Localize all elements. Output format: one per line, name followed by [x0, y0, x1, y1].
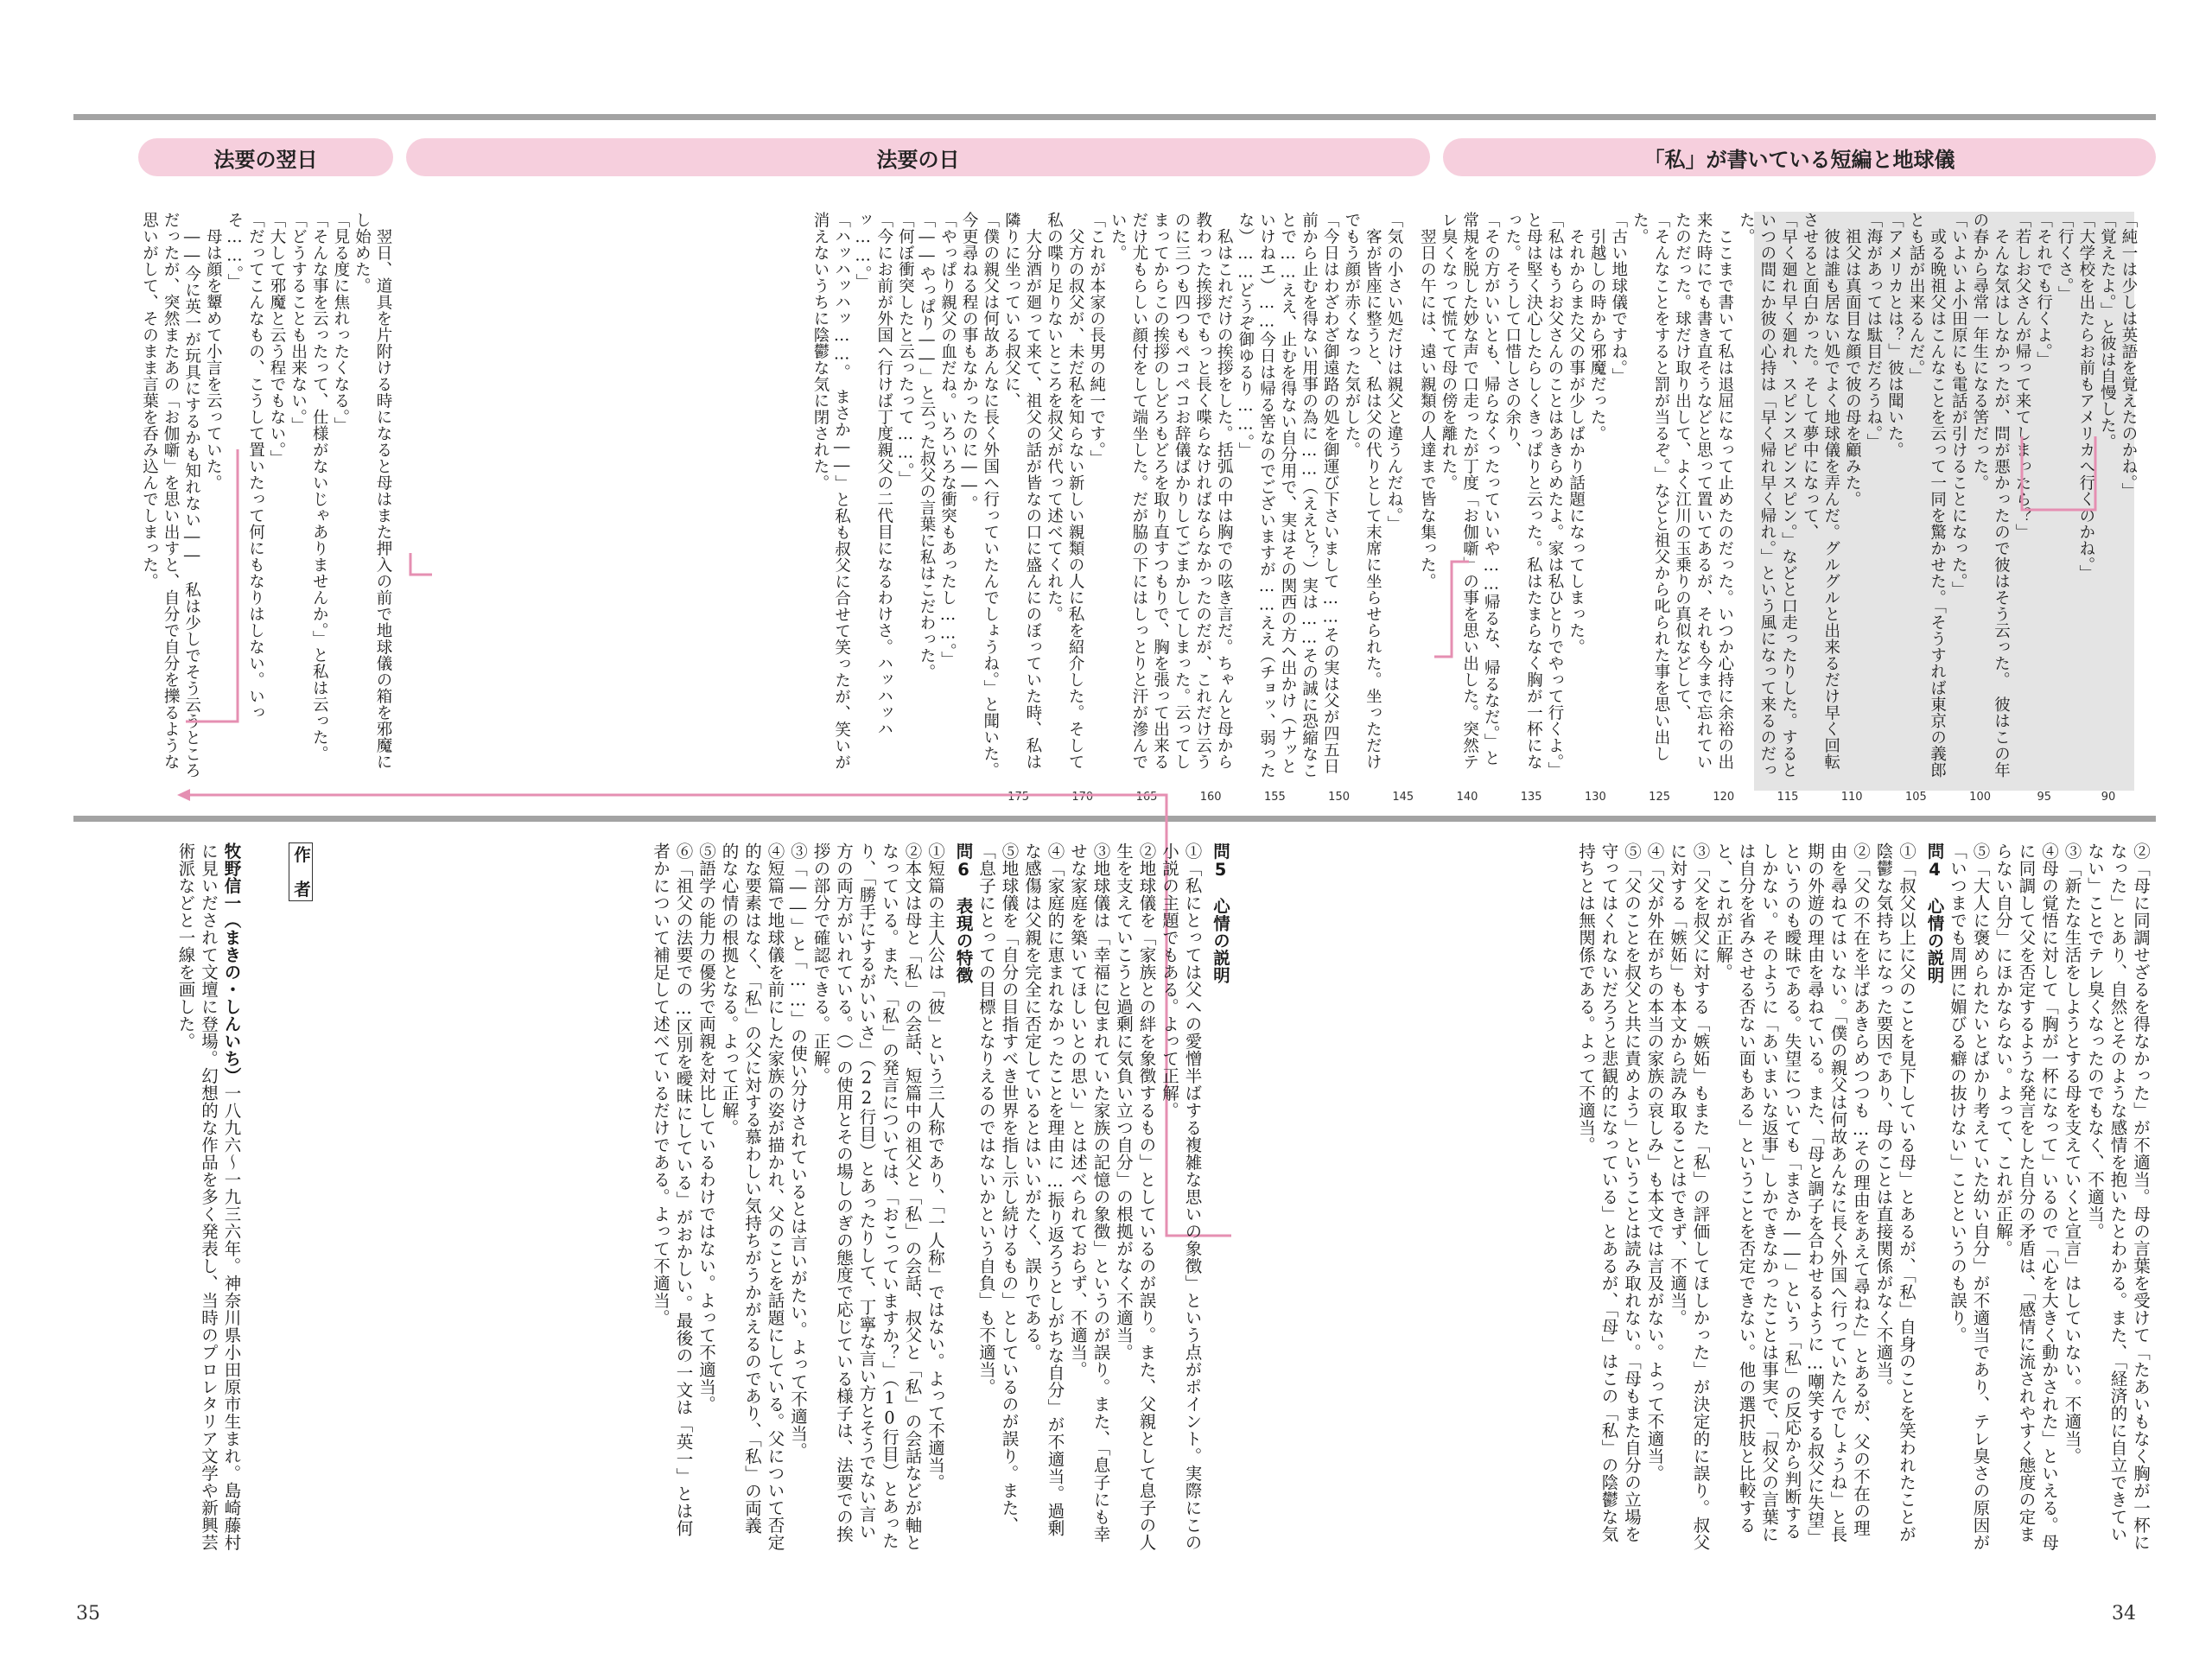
story-right-paragraph: 彼は誰も居ない処でよく地球儀を弄んだ。グルグルと出来るだけ早く回転させると面白かった。そして夢中になって、	[1801, 212, 1840, 770]
answers_b-paragraph: ④「家庭的に恵まれなかったことを理由に…振り返ろうとしがちな自分」が不適当。過剰な感傷は父親を完全に否定しているとはいいがたく、誤りである。	[1022, 842, 1065, 1537]
answers_b-paragraph: ②本文は母と「私」の会話、短篇中の祖父と「私」の会話、叔父と「私」の会話などが軸となっている。また、「私」の発言については、「おこっていますか？」（10行目）とあったり、「勝手にするがいいさ」（22行目）とあったりして、丁寧な言い方とそうでない言い方の両方がいれている。（）の使用とその場しのぎの態度で応じている様子は、法要での挨拶の部分で確認できる。正解。	[810, 842, 923, 1551]
story-left-paragraph: 翌日、道具を片附ける時になると母はまた押入の前で地球儀の箱を邪魔にし始めた。	[353, 212, 392, 770]
story-middle-paragraph: 「やっぱり親父の血だね。いろいろな衝突もあったし……。」	[938, 212, 957, 668]
story-right-paragraph: 「それでも行くよ。」	[2034, 212, 2053, 368]
answers_a-paragraph: ①「叔父以上に父のことを見下している母」とあるが、「私」自身のことを笑われたことが陰鬱な気持ちになった要因であり、母のことは直接関係がなく不適当。	[1873, 842, 1916, 1543]
story-right-paragraph: 「そんなことをすると罰が当るぞ。」などと祖父から叱られた事を思い出した。	[1630, 212, 1670, 762]
story-right-paragraph: 「いよいよ小田原にも電話が引けることになった。」	[1949, 212, 1968, 598]
section-label-short-story: 「私」が書いている短編と地球儀	[1643, 147, 1955, 172]
answers_a-paragraph: ⑤「父のことを叔父と共に責めよう」ということは読み取れない。「母もまた自分の立場を守ってはくれないだろうと悲観的になっている」とあるが、「母」はこの「私」の陰鬱な気持ちとは無関係である。よって不適当。	[1576, 842, 1642, 1543]
story-text-middle	[406, 212, 1404, 782]
story-left-paragraph: 「大して邪魔と云う程でもない。」	[268, 212, 287, 467]
line-number: 160	[1199, 791, 1222, 804]
line-number: 155	[1263, 791, 1286, 804]
answers_b-paragraph: ⑥「祖父の法要での…区別を曖昧にしている」がおかしい。最後の一文は「英一」とは何者かについて補足して述べているだけである。よって不適当。	[651, 842, 694, 1537]
answers_b-paragraph: ①「私にとっては父への愛憎半ばする複雑な思いの象徴」という点がポイント。実際にこの小説の主題でもある。よって正解。	[1160, 842, 1203, 1551]
story-left-paragraph: 母は顔を顰めて小言を云っていた。	[204, 212, 223, 491]
story-right-paragraph: 「純一は少しは英語を覚えたのかね。」	[2120, 212, 2138, 499]
story-middle-paragraph: 客が皆座に整うと、私は父の代りとして末席に坐らせられた。坐っただけでもう顔が赤くなった気がした。	[1342, 212, 1382, 770]
answers_b-paragraph: ③「――」と「……」の使い分けされているとは言いがたい。よって不適当。	[788, 842, 808, 1459]
line-number: 110	[1840, 791, 1863, 804]
story-middle-paragraph: 「僕の親父は何故あんなに長く外国へ行っていたんでしょうね。」と聞いた。今更尋ねる程の事もなかったのに――。	[960, 212, 1000, 779]
answers_b-paragraph: ⑤語学の能力の優劣で両親を対比しているわけではない。よって不適当。	[696, 842, 716, 1413]
story-left-paragraph: 「そんな事を云ったって、仕様がないじゃありませんか。」と私は云った。「どうすることも出来ない。」	[289, 212, 329, 762]
story-middle-paragraph: 「――やっぱり――」と云った叔父の言葉に私はこだわった。	[917, 212, 936, 680]
author-source-info	[130, 842, 359, 1551]
story-right-paragraph: 「行くさ。」	[2056, 212, 2075, 302]
line-number: 125	[1649, 791, 1670, 804]
line-number: 115	[1777, 791, 1799, 804]
page-number-right: 34	[2112, 1603, 2136, 1624]
line-number: 140	[1456, 791, 1478, 804]
line-number: 130	[1584, 791, 1606, 804]
line-number: 90	[2101, 791, 2116, 804]
story-text-right	[1417, 212, 2139, 782]
section-label-next-day: 法要の翌日	[213, 147, 318, 172]
author-bio: 一八九六～一九三六年。神奈川県小田原市生まれ。島崎藤村に見いだされて文壇に登場。幻想的な作品を多く発表し、当時のプロレタリア文学や新興芸術派などと一線を画した。	[175, 842, 242, 1551]
story-right-paragraph: 祖父は真面目な顔で彼の母を顧みた。	[1843, 212, 1862, 507]
answers_a-paragraph: 問4 心情の説明	[1924, 842, 1945, 984]
story-right-paragraph: 「覚えたよ。」と彼は自慢した。	[2098, 212, 2117, 450]
answers_b-paragraph: 問5 心情の説明	[1211, 842, 1230, 984]
page-number-left: 35	[76, 1603, 100, 1624]
answers_a-paragraph: ③「新たな生活をしようとする母を支えていくと宣言」はしていない。不適当。	[2062, 842, 2082, 1465]
story-right-paragraph: 或る晩祖父はこんなことを云って一同を驚かせた。「そうすれば東京の義郎とも話が出来るんだ。」	[1907, 212, 1947, 779]
answers_b-paragraph: 問6 表現の特徴	[953, 842, 974, 984]
author-label: 作 者	[289, 842, 314, 901]
story-middle-paragraph: 父方の叔父が、未だ私を知らない新しい親類の人に私を紹介した。そして私の喋り足りないところを叔父が代って述べてくれた。	[1045, 212, 1085, 770]
middle-rule	[73, 816, 2156, 822]
story-left-paragraph: 「見る度に焦れったくなる。」	[331, 212, 350, 434]
story-right-paragraph: 「若しお父さんが帰って来てしまったら？」	[2013, 212, 2032, 540]
answers_a-paragraph: ⑤「大人に褒められたいとばかり考えていた幼い自分」が不適当であり、テレ臭さの原因が「いつまでも周囲に媚びる癖の抜けない」ことというのも誤り。	[1948, 842, 1991, 1551]
story-right-paragraph: そんな気はしなかったが、問が悪かったので彼はそう云った。 彼はこの年の春から尋常一年生になる筈だった。	[1970, 212, 2011, 779]
answers_b-paragraph: ③地球儀は「幸福に包まれていた家族の記憶の象徴」というのが誤り。また、「息子にも幸せな家庭を築いてほしいとの思い」とは述べられておらず、不適当。	[1068, 842, 1111, 1543]
story-right-paragraph: 「私はもうお父さんのことはあきらめたよ。家は私ひとりでやって行くよ。」と母は堅く決心したらしくきっぱりと云った。私はたまらなく胸が一杯になった。そうして口惜しさの余り、	[1503, 212, 1564, 779]
connector-arrowhead	[177, 789, 190, 801]
story-middle-paragraph: 大分酒が廻って来て、祖父の話が皆なの口に盛んにのぼっていた時、私は隣りに坐っている叔父に、	[1002, 212, 1042, 770]
line-number: 135	[1520, 791, 1542, 804]
story-right-paragraph: 「大学校を出たらお前もアメリカへ行くのかね。」	[2076, 212, 2095, 582]
line-number: 100	[1969, 791, 1991, 804]
answers_a-paragraph: ②「父の不在を半ばあきらめつつも…その理由をあえて尋ねた」とあるが、父の不在の理由を尋ねてはいない。「僕の親父は何故あんなに長く外国へ行っていたんでしょうね」と長期の外遊の理由を尋ねている。また、「母と調子を合わせるように…嘲笑する叔父に失望」というのも曖昧である。失望についても「まさか――」という「私」の反応から判断するしかない。そのように「あいまいな返事」しかできなかったことは事実で、「叔父の言葉には自分を省みさせる否ない面もある」ということを否定できない。他の選択肢と比較すると、これが正解。	[1713, 842, 1871, 1546]
story-left-paragraph: ――今に英一が玩具にするかも知れない―― 私は少しでそう云うところだったが、突然またあの「お伽噺」を思い出すと、自分で自分を擽るような思いがして、そのまま言葉を呑み込んでしまった。	[140, 212, 201, 779]
story-right-paragraph: 「アメリカとは？」彼は聞いた。	[1885, 212, 1904, 458]
answers_a-paragraph: ③「父を叔父に対する「嫉妬」もまた「私」の評価してほしかった」が決定的に誤り。叔父に対する「嫉妬」も本文から読み取ることはできず、不適当。	[1668, 842, 1711, 1551]
story-text-left	[138, 212, 393, 782]
line-number: 120	[1713, 791, 1735, 804]
story-right-paragraph: ここまで書いて私は退屈になって止めたのだった。いつか心持に余裕の出来た時にでも書き直そうなどと思って置いてあるが、それも今まで忘れていたのだった。球だけ取り出して、よく江川の玉乗りの真似などして、	[1673, 212, 1734, 770]
story-middle-paragraph: 「ハッハッハッ……。 まさか――」と私も叔父に合せて笑ったが、笑いが消えないうちに陰鬱な気に閉された。	[810, 212, 851, 771]
line-number: 175	[1007, 791, 1029, 804]
answers_b-paragraph: ①短篇の主人公は「彼」という三人称であり、「一人称」ではない。よって不適当。	[925, 842, 945, 1491]
section-label-memorial-day: 法要の日	[876, 147, 960, 172]
story-right-paragraph: それからまた父の事が少しばかり話題になってしまった。	[1567, 212, 1586, 655]
section-band-next-day	[138, 138, 393, 176]
top-rule	[73, 114, 2156, 120]
story-middle-paragraph: 「気の小さい処だけは親父と違うんだね。」	[1385, 212, 1403, 532]
line-number: 170	[1071, 791, 1094, 804]
story-middle-paragraph: 「これが本家の長男の純一です。」	[1087, 212, 1106, 467]
line-number: 105	[1904, 791, 1927, 804]
story-middle-paragraph: 私はこれだけの挨拶をした。括弧の中は胸での呟き言だ。ちゃんと母から教わった挨拶でもっと長く喋らなければならなかったのだが、これだけ云うのに三つも四つもペコペコお辞儀ばかりしてごまかしてしまった。云ってしまってからこの挨拶のしどろもどろを取り直すつもりで、胸を張って出来るだけ尤もらしい顔付をして端坐した。だが脇の下にはしっとりと汗が滲んでいた。	[1109, 212, 1234, 770]
line-number: 145	[1392, 791, 1414, 804]
story-right-paragraph: 引越しの時から邪魔だった。	[1588, 212, 1607, 442]
story-middle-paragraph: 「何ぼ衝突したと云ったって……。」	[896, 212, 915, 487]
answers_a-paragraph: ④「父が外在がちの本当の家族の哀しみ」も本文では言及がない。よって不適当。	[1644, 842, 1665, 1482]
answers_a-paragraph: ②「母に同調せざるを得なかった」が不適当。母の言葉を受けて「たあいもなく胸が一杯になった」とあり、自然とそのような感情を抱いたとわかる。また、「経済的に自立できていない」ことでテレ臭くなったのでもなく、不適当。	[2085, 842, 2151, 1551]
answer-column-middle	[372, 842, 1231, 1551]
line-number: 150	[1328, 791, 1350, 804]
story-right-paragraph: 「その方がいいとも、帰らなくったっていいや……帰るな、帰るなだ。」と常規を脱した妙な声で口走ったが丁度「お伽噺」の事を思い出した。突然テレ臭くなって慌てて母の傍を離れた。	[1440, 212, 1501, 770]
story-right-paragraph: 「海があっては駄目だろうね。」	[1864, 212, 1883, 450]
story-middle-paragraph: 「今日はわざわざ御遠路の処を御運び下さいまして……その実は父が四五日前から止むを得ない用事の為に……（ええと？）実は……その誠に恐縮なことで……ええ、止むを得ない自分用で、実はその関西の方へ出かけ（ナッといけねエ）……今日は帰る筈なのでございますが……ええ（チョッ、弱ったな）……どうぞ御ゆるり……。」	[1236, 212, 1340, 779]
answers_b-paragraph: ②地球儀を「家族との絆を象徴するもの」としているのが誤り。また、父親として息子の人生を支えていこうと過剰に気負い立つ自分」の根拠がなく不適当。	[1114, 842, 1157, 1551]
answers_b-paragraph: ⑤地球儀を「自分の目指すべき世界を指し示し続けるもの」としているのが誤り。また、「息子にとっての目標となりえるのではないかという自負」も不適当。	[976, 842, 1020, 1534]
answers_b-paragraph: ④短篇で地球儀を前にした家族の姿が描かれ、父のことを話題にしている。父について否定的な要素はなく、「私」の父に対する慕わしい気持ちがうかがえるのであり、「私」の両義的な心情の根拠となる。よって正解。	[719, 842, 785, 1551]
section-band-short-story	[1443, 138, 2156, 176]
story-middle-paragraph: 「今にお前が外国へ行けば丁度親父の二代目になるわけさ。ハッハッハッ……。」	[854, 212, 893, 737]
story-left-paragraph: 「だってこんなもの、こうして置いたって何にもなりはしない。いっそ……。」	[225, 212, 265, 721]
story-right-paragraph: 「古い地球儀ですね。」	[1609, 212, 1628, 385]
story-right-paragraph: 翌日の午には、遠い親類の人達まで皆な集った。	[1418, 212, 1437, 589]
answer-column-right	[1244, 842, 2152, 1551]
section-band-memorial-day	[406, 138, 1430, 176]
line-number: 165	[1135, 791, 1158, 804]
author-name: 牧野信一（まきの・しんいち）	[221, 842, 242, 1084]
line-number: 95	[2037, 791, 2052, 804]
answers_a-paragraph: ④母の覚悟に対して「胸が一杯になって」いるので「心を大きく動かされた」といえる。母に同調して父を否定するような発言をした自分の矛盾は、「感情に流されやすく態度の定まらない自分」にほかならない。よって、これが正解。	[1993, 842, 2059, 1551]
story-right-paragraph: 「早く廻れ早く廻れ、スピンスピンスピン。」などと口走ったりした。するといつの間にか彼の心持は「早く帰れ早く帰れ。」という風になって来るのだった。	[1737, 212, 1798, 779]
